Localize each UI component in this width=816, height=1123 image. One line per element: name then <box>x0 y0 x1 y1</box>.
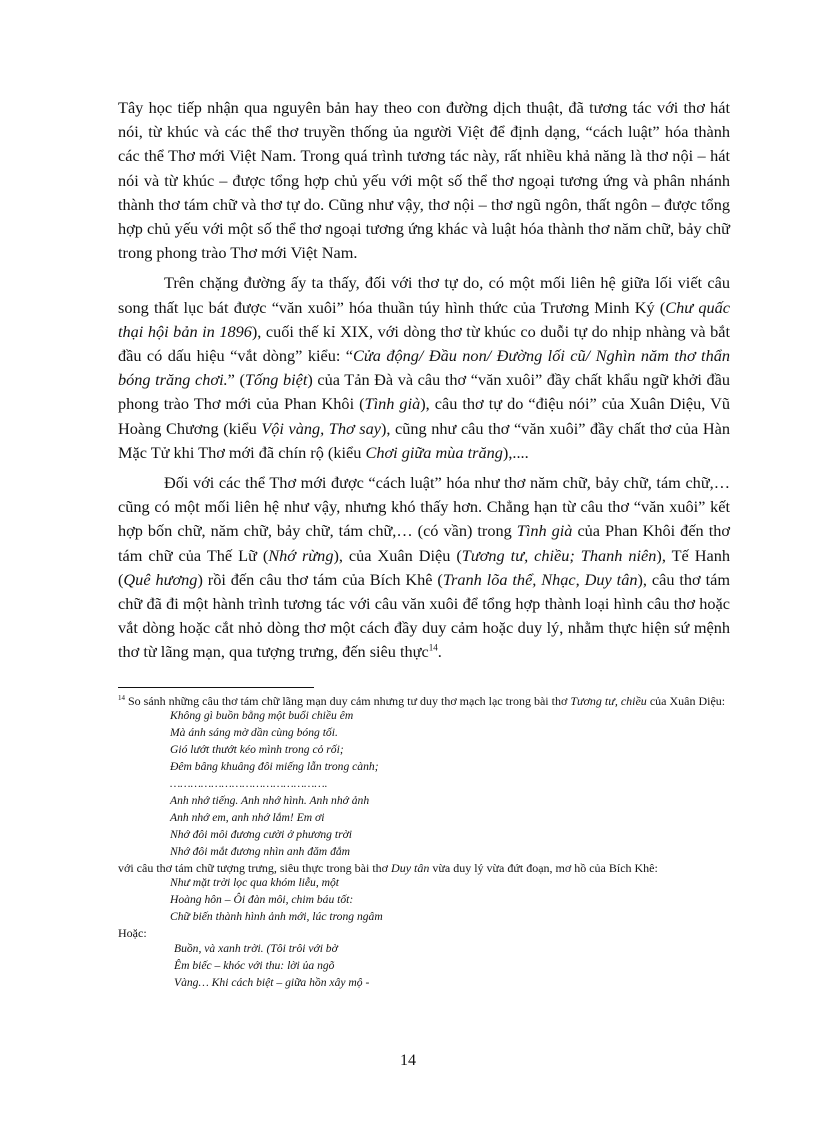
p3-text-6: ), câu thơ tám chữ đã đi một hành trình tương tác với câu văn xuôi để tổng hợp thành loại hình câu thơ hoặc vắt dòng hoặc cắt nhỏ dòng thơ một cách đầy duy cảm hoặc duy lý, nhằm thực hiện sứ mệnh thơ từ lãng mạn, qua tượng trưng, đến siêu thực <box>118 569 730 662</box>
p2-title-5: Chơi giữa mùa trăng <box>365 442 503 462</box>
paragraph-1 <box>118 96 730 265</box>
p2-title-4: Vội vàng, Thơ say <box>261 418 381 438</box>
p2-text-2: ), cuối thế kỉ XIX, với dòng thơ từ khúc co duỗi tự do nhịp nhàng và bắt đầu có dấu hiệu “vắt dòng” kiểu: “ <box>118 321 730 366</box>
verse-line: Không gì buồn bằng một buổi chiều êm <box>170 709 354 723</box>
p3-title-1: Tình già <box>516 521 573 541</box>
footnote-intro-end: của Xuân Diệu: <box>646 693 726 708</box>
p3-text-3: ), của Xuân Diệu ( <box>333 545 462 565</box>
footnote-mid-end: vừa duy lý vừa đứt đoạn, mơ hồ của Bích Khê: <box>429 860 658 875</box>
p3-title-3: Tương tư, chiều; Thanh niên <box>461 545 657 565</box>
p2-title-2: Tống biệt <box>244 370 308 390</box>
verse-line: Hoàng hôn – Ôi đàn môi, chim báu tốt: <box>170 893 354 907</box>
verse-line: Anh nhớ em, anh nhớ lắm! Em ơi <box>170 810 325 824</box>
verse-line: Đêm bâng khuâng đôi miếng lẫn trong cành; <box>170 760 379 774</box>
footnote-intro-text: So sánh những câu thơ tám chữ lãng mạn duy cảm nhưng tư duy thơ mạch lạc trong bài thơ <box>125 693 571 708</box>
paragraph-3 <box>118 471 730 665</box>
p2-text-1: Trên chặng đường ấy ta thấy, đối với thơ tự do, có một mối liên hệ giữa lối viết câu song thất lục bát được “văn xuôi” hóa thuần túy hình thức của Trương Minh Ký ( <box>118 273 730 317</box>
footnote-separator <box>118 687 314 688</box>
page-body <box>118 96 730 992</box>
p2-quote: Cửa động/ Đầu non/ Đường lối cũ/ Nghìn năm thơ thẩn bóng trăng chơi. <box>118 346 730 390</box>
footnote-mid <box>118 861 730 876</box>
page-number: 14 <box>400 1052 416 1069</box>
verse-line: Nhớ đôi môi đương cười ở phương trời <box>170 827 353 841</box>
footnote-mid-title: Duy tân <box>391 860 430 875</box>
verse-line: Êm biếc – khóc với thu: lời ủa ngõ <box>174 958 335 972</box>
p2-title-3: Tình già <box>364 394 421 414</box>
footnote-reference: 14 <box>428 643 438 654</box>
p2-text-6: ), cũng như câu thơ “văn xuôi” đầy chất thơ của Hàn Mặc Tử khi Thơ mới đã chín rộ (kiểu <box>118 418 730 462</box>
verse-line: Gió lướt thướt kéo mình trong cỏ rối; <box>170 743 344 757</box>
p2-text-5: ), câu thơ tự do “điệu nói” của Xuân Diệu, Vũ Hoàng Chương (kiểu <box>118 394 730 438</box>
p3-text-7: . <box>437 642 442 662</box>
p3-text-2: của Phan Khôi đến thơ tám chữ của Thế Lữ ( <box>118 521 730 565</box>
p1-text: Tây học tiếp nhận qua nguyên bản hay theo con đường dịch thuật, đã tương tác với thơ hát nói, từ khúc và các thể thơ truyền thống ủa người Việt để định dạng, “cách luật” hóa thành các thể Thơ mới Việt Nam. Trong quá trình tương tác này, rất nhiều khả năng là thơ nội – hát nói và từ khúc – được tổng hợp chủ yếu với một số thể thơ ngoại tương ứng và phân nhánh thành thơ tám chữ và thơ tự do. Cũng như vậy, thơ nội – thơ ngũ ngôn, thất ngôn – được tổng hợp chủ yếu với một số thể thơ ngoại tương ứng khác và luật hóa thành thơ năm chữ, bảy chữ trong phong trào Thơ mới Việt Nam. <box>118 98 730 263</box>
footnote-or: Hoặc: <box>118 926 147 941</box>
p3-text-4: ), Tế Hanh ( <box>118 545 730 589</box>
p2-text-4: ) của Tản Đà và câu thơ “văn xuôi” đầy chất khẩu ngữ khởi đầu phong trào Thơ mới của Phan Khôi ( <box>118 370 731 414</box>
verse-line: Chữ biến thành hình ảnh mới, lúc trong ngâm <box>170 910 383 924</box>
p3-text-1: Đối với các thể Thơ mới được “cách luật” hóa như thơ năm chữ, bảy chữ, tám chữ,… cũng có một mối liên hệ như vậy, nhưng khó thấy hơn. Chẳng hạn từ câu thơ “văn xuôi” kết hợp bốn chữ, năm chữ, bảy chữ, tám chữ,… (có vần) trong <box>118 473 730 541</box>
verse-block-1 <box>118 708 730 860</box>
verse-block-2 <box>118 875 730 926</box>
verse-block-3 <box>118 941 730 992</box>
p2-title-1: Chư quấc thại hội bản in 1896 <box>118 297 730 341</box>
p2-text-7: ),.... <box>502 442 529 462</box>
p2-text-3: ” ( <box>227 370 245 390</box>
verse-line: Nhớ đôi mắt đương nhìn anh đăm đắm <box>170 844 351 858</box>
verse-line: Như mặt trời lọc qua khóm liễu, một <box>170 876 340 890</box>
verse-line: ………………………………………. <box>170 777 328 791</box>
p3-title-2: Nhớ rừng <box>268 545 334 565</box>
p3-title-4: Quê hương <box>123 569 198 589</box>
verse-line: Anh nhớ tiếng. Anh nhớ hình. Anh nhớ ảnh <box>170 794 370 807</box>
paragraph-2 <box>118 271 730 465</box>
p3-title-5: Tranh lõa thể, Nhạc, Duy tân <box>442 569 638 589</box>
verse-line: Buồn, và xanh trời. (Tôi trôi với bờ <box>174 941 338 955</box>
verse-line: Vàng… Khi cách biệt – giữa hồn xây mộ - <box>174 975 370 989</box>
footnote-mid-text: với câu thơ tám chữ tượng trưng, siêu thực trong bài thơ <box>118 860 392 875</box>
footnote-intro-title: Tương tư, chiều <box>570 693 647 708</box>
p3-text-5: ) rồi đến câu thơ tám của Bích Khê ( <box>197 569 443 589</box>
footnote-marker: 14 <box>118 693 125 702</box>
verse-line: Mà ánh sáng mờ dần cùng bóng tối. <box>170 726 338 740</box>
footnote-intro <box>118 694 730 709</box>
